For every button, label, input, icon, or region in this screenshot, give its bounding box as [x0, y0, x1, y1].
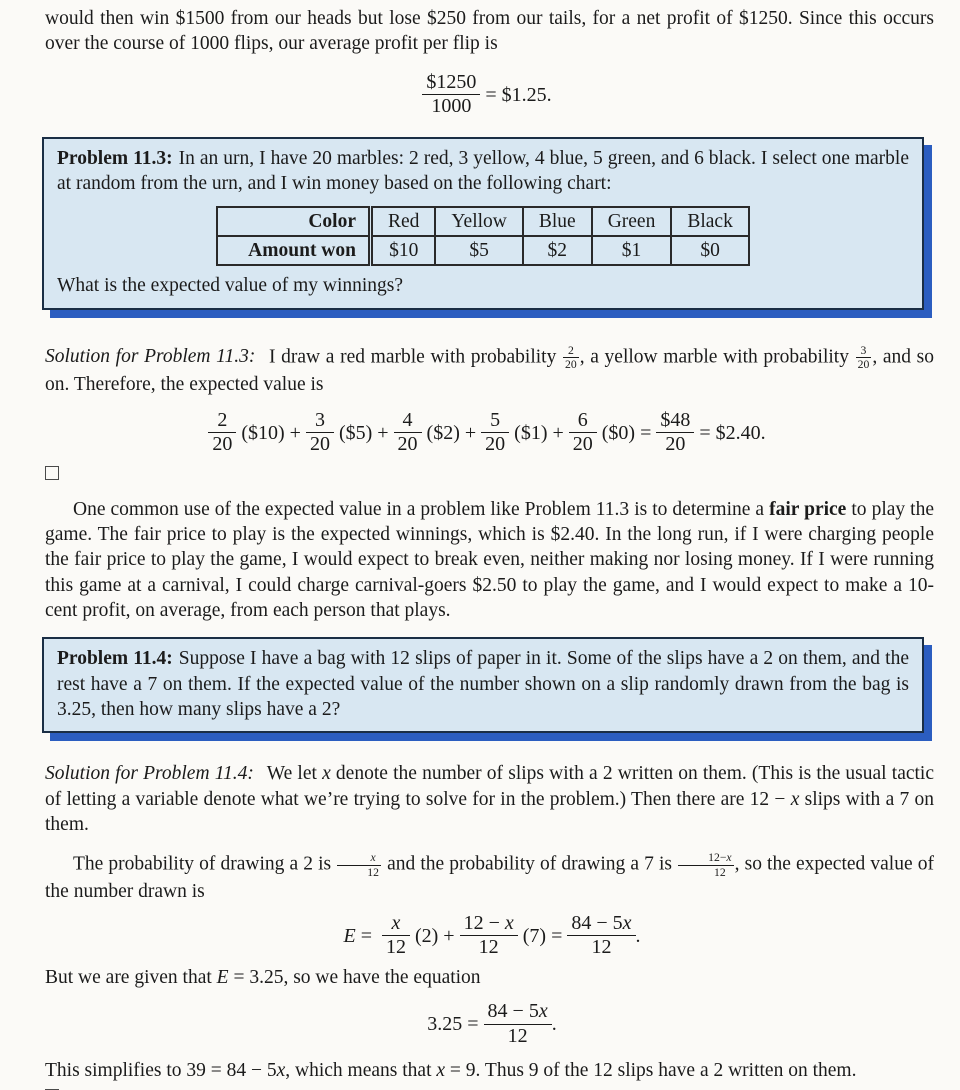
fraction: $\frac{12 - x}{12}$	[460, 912, 518, 960]
intro-paragraph	[45, 6, 934, 57]
paragraph-text: and the probability of drawing a 7 is	[381, 853, 678, 875]
expected-value-equation-11-3	[45, 409, 934, 457]
table-row	[217, 236, 749, 265]
inline-fraction: $\frac{x}{12}$	[337, 851, 381, 879]
equation-term: ($5) +	[338, 421, 389, 444]
paragraph-text: , so the expected value of the number drawn is	[45, 853, 934, 903]
equation-lhs: E =	[343, 924, 377, 947]
table-cell: Amount won	[217, 236, 370, 265]
inline-fraction: $\frac{2}{20}$	[565, 343, 577, 372]
inline-fraction: $\frac{3}{20}$	[857, 343, 870, 372]
problem-11-3-text: In an urn, I have 20 marbles: 2 red, 3 yellow, 4 blue, 5 green, and 6 black. I select one marble at random from the urn, and I win money based on the following chart:	[57, 147, 910, 195]
equation-term: ($10) +	[241, 421, 301, 444]
problem-11-3-question: What is the expected value of my winnings?	[57, 275, 404, 297]
solution-11-3-paragraph	[45, 344, 934, 397]
fraction: $\frac{6}{20}$	[569, 409, 597, 457]
problem-11-3-box	[42, 137, 924, 310]
inline-fraction: $\frac{12-x}{12}$	[678, 851, 733, 879]
fraction: $\frac{4}{20}$	[394, 409, 422, 457]
paragraph-text: One common use of the expected value in a problem like Problem 11.3 is to determine a	[73, 498, 770, 520]
fraction: $\frac{\$1250}{1000}$	[422, 71, 480, 119]
intro-text: would then win $1500 from our heads but lose $250 from our tails, for a net profit of $1250. Since this occurs over the course of 1000 flips, our average profit per flip is	[45, 8, 934, 55]
winnings-table	[216, 206, 750, 267]
solution-11-4-text: slips with a 7 on them.	[45, 788, 934, 835]
problem-11-3-statement	[57, 146, 909, 197]
table-cell: $5	[435, 236, 522, 265]
equation-lhs: 3.25 =	[427, 1013, 479, 1036]
table-cell: Red	[370, 207, 435, 236]
paragraph-text: This simplifies to 39 = 84 − 5	[45, 1060, 277, 1082]
problem-11-4-box	[42, 637, 924, 733]
solution-11-3-text: , a yellow marble with probability	[579, 346, 855, 368]
equation-term: ($2) +	[426, 421, 477, 444]
solution-11-3-text: , and so on. Therefore, the expected value is	[45, 346, 934, 395]
paragraph-text: But we are given that	[45, 966, 217, 988]
fair-price-bold: fair price	[769, 498, 847, 520]
expected-value-equation-11-4	[45, 912, 934, 960]
average-profit-equation	[45, 71, 934, 119]
fraction: $\frac{84 - 5x}{12}$	[567, 912, 635, 960]
fraction: 2 20	[208, 409, 236, 457]
final-equation	[45, 1000, 934, 1048]
variable-E: E	[216, 966, 229, 988]
variable-x: x	[276, 1060, 286, 1082]
solution-11-4-label: Solution for Problem 11.4:	[45, 763, 254, 785]
solution-11-4-text: We let	[261, 763, 323, 785]
table-row	[217, 207, 749, 236]
paragraph-text: to play the game. The fair price to play is the expected winnings, which is $2.40. In the long run, if I were charging people the fair price to play the game, I would expect to break even, neither making nor losing money. If I were running this game at a carnival, I could charge carnival-goers $2.50 to play the game, and I would expect to make a 10-cent profit, on average, from each person that plays.	[45, 498, 934, 621]
problem-11-4-label: Problem 11.4:	[57, 648, 173, 670]
paragraph-text: , which means that	[285, 1060, 437, 1082]
paragraph-text: = 3.25, so we have the equation	[228, 966, 481, 988]
table-cell: Color	[217, 207, 370, 236]
solution-11-4-paragraph	[45, 761, 934, 837]
table-cell: Blue	[523, 207, 592, 236]
equation-term: ($1) +	[514, 421, 564, 444]
fraction: $\frac{x}{12}$	[382, 912, 410, 960]
table-cell: $1	[592, 236, 672, 265]
paragraph-text: = 9. Thus 9 of the 12 slips have a 2 written on them.	[445, 1060, 857, 1082]
fraction: $\frac{84 - 5x}{12}$	[484, 1000, 552, 1048]
variable-x: x	[436, 1060, 446, 1082]
fair-price-paragraph	[45, 497, 934, 624]
problem-11-4-statement	[57, 646, 909, 722]
given-paragraph	[45, 965, 934, 990]
equation-term: (2) +	[414, 924, 455, 947]
solution-11-3-label: Solution for Problem 11.3:	[45, 346, 256, 368]
problem-11-4-text: Suppose I have a bag with 12 slips of paper in it. Some of the slips have a 2 on them, and the rest have a 7 on them. If the expected value of the number shown on a slip randomly drawn from the bag is 3.25, then how many slips have a 2?	[57, 648, 909, 720]
table-cell: $0	[671, 236, 748, 265]
equation-period: .	[551, 1013, 557, 1036]
equation-period: .	[635, 924, 641, 947]
solution-11-3-text: I draw a red marble with probability	[263, 346, 563, 368]
qed-square-icon	[45, 466, 59, 480]
qed-row	[45, 465, 934, 485]
table-cell: $2	[523, 236, 592, 265]
fraction: $\frac{3}{20}$	[306, 409, 334, 457]
variable-E: E	[343, 924, 356, 947]
fraction: $\frac{5}{20}$	[481, 409, 509, 457]
solution-11-4-text: denote the number of slips with a 2 written on them. (This is the usual tactic of letting a variable denote what we’re trying to solve for in the problem.) Then there are 12 −	[45, 763, 934, 810]
equation-rhs: = $1.25.	[485, 83, 552, 106]
probability-paragraph	[45, 851, 934, 904]
fraction: $\frac{\$48}{20}$	[656, 409, 694, 457]
paragraph-text: The probability of drawing a 2 is	[73, 853, 337, 875]
equation-term: ($0) =	[601, 421, 652, 444]
equation-term: (7) =	[522, 924, 563, 947]
conclusion-paragraph	[45, 1058, 934, 1083]
table-cell: Green	[592, 207, 672, 236]
problem-11-3-label: Problem 11.3:	[57, 147, 173, 169]
table-cell: $10	[370, 236, 435, 265]
equation-rhs: = $2.40.	[699, 421, 766, 444]
variable-x: x	[322, 763, 331, 785]
table-cell: Yellow	[435, 207, 522, 236]
variable-x: x	[790, 788, 800, 810]
table-cell: Black	[671, 207, 748, 236]
